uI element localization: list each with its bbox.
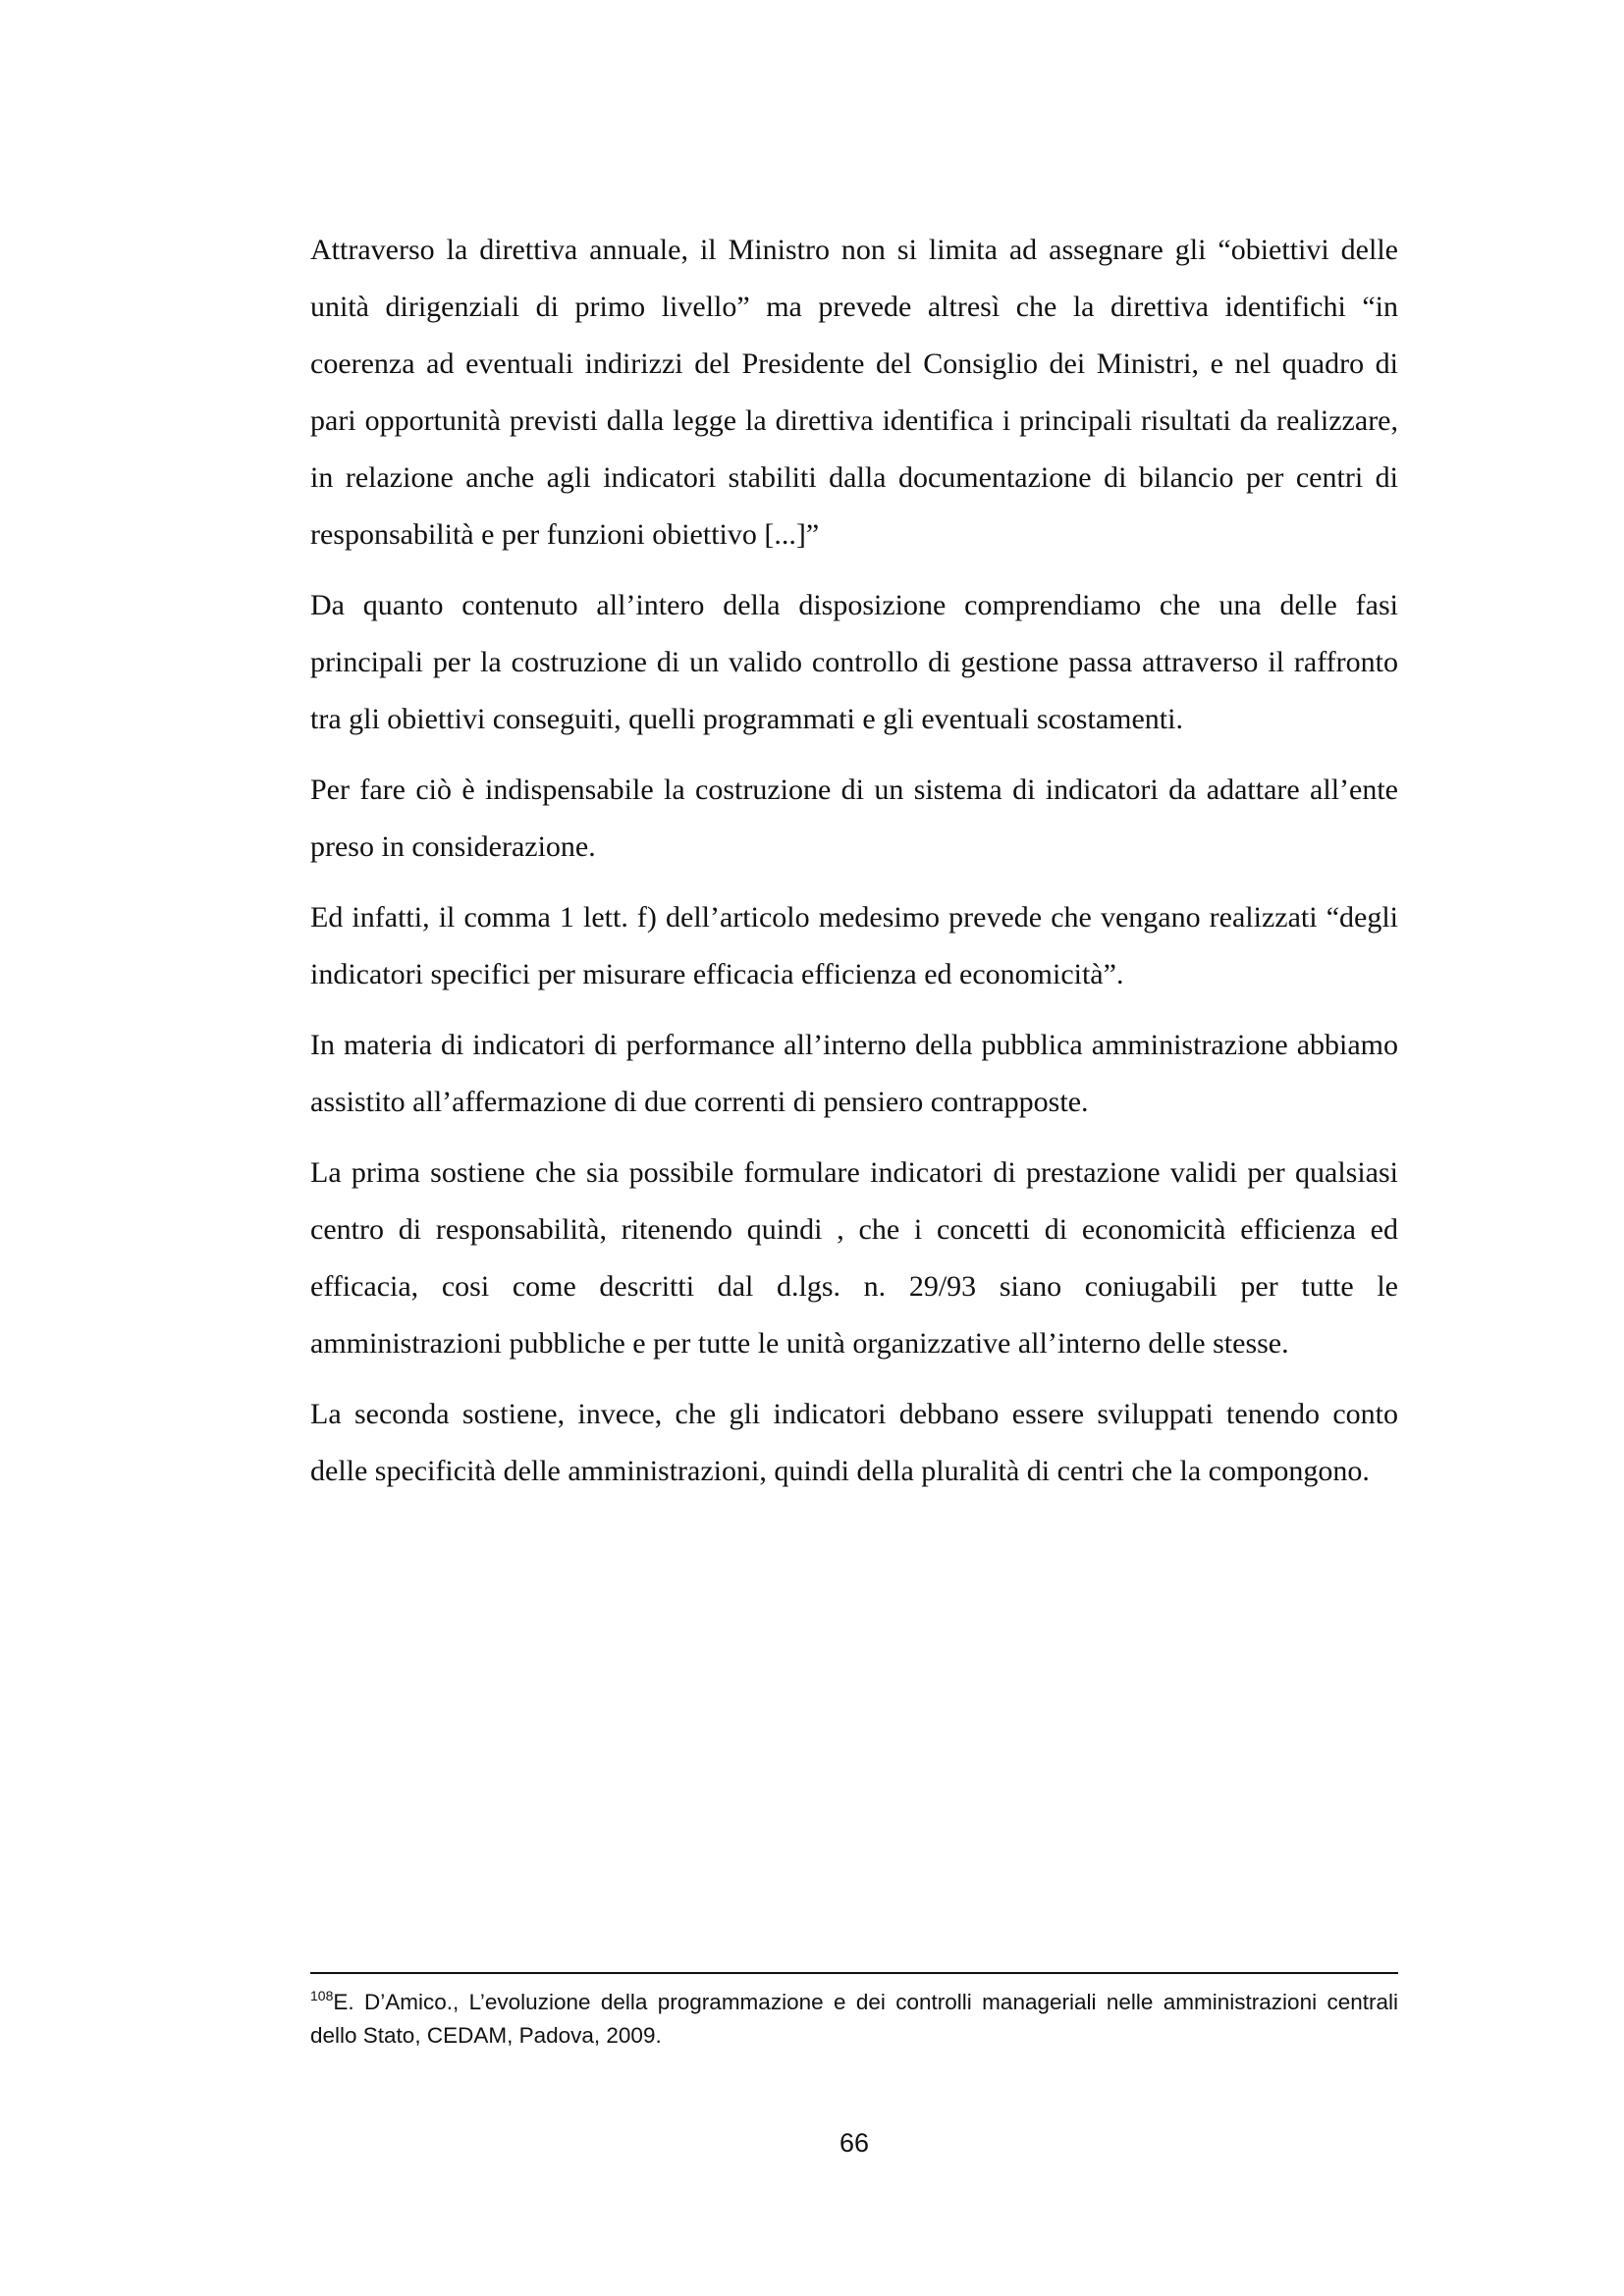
body-text: [310, 222, 1398, 1500]
footnote-marker: 108: [310, 1988, 334, 2003]
footnote-separator: [310, 1972, 1398, 1974]
paragraph-2: Da quanto contenuto all’intero della disposizione comprendiamo che una delle fasi principali per la costruzione di un valido controllo di gestione passa attraverso il raffronto tra gli obiettivi conseguiti, quelli programmati e gli eventuali scostamenti.: [310, 589, 1398, 735]
footnote: [310, 1986, 1398, 2053]
paragraph-1: Attraverso la direttiva annuale, il Ministro non si limita ad assegnare gli “obiettivi delle unità dirigenziali di primo livello” ma prevede altresì che la direttiva identifichi “in coerenza ad eventuali indirizzi del Presidente del Consiglio dei Ministri, e nel quadro di pari opportunità previsti dalla legge la direttiva identifica i principali risultati da realizzare, in relazione anche agli indicatori stabiliti dalla documentazione di bilancio per centri di responsabilità e per funzioni obiettivo [...]”: [310, 234, 1398, 551]
footnote-text: E. D’Amico., L’evoluzione della programmazione e dei controlli manageriali nelle amministrazioni centrali dello Stato, CEDAM, Padova, 2009.: [310, 1990, 1398, 2048]
paragraph-4: Ed infatti, il comma 1 lett. f) dell’articolo medesimo prevede che vengano realizzati “degli indicatori specifici per misurare efficacia efficienza ed economicità”.: [310, 901, 1398, 990]
paragraph-7: La seconda sostiene, invece, che gli indicatori debbano essere sviluppati tenendo conto delle specificità delle amministrazioni, quindi della pluralità di centri che la compongono.: [310, 1398, 1398, 1487]
paragraph-3: Per fare ciò è indispensabile la costruzione di un sistema di indicatori da adattare all’ente preso in considerazione.: [310, 774, 1398, 863]
paragraph-6: La prima sostiene che sia possibile formulare indicatori di prestazione validi per qualsiasi centro di responsabilità, ritenendo quindi , che i concetti di economicità efficienza ed efficacia, cosi come descritti dal d.lgs. n. 29/93 siano coniugabili per tutte le amministrazioni pubbliche e per tutte le unità organizzative all’interno delle stesse.: [310, 1156, 1398, 1360]
page-number: 66: [839, 2128, 870, 2158]
paragraph-5: In materia di indicatori di performance all’interno della pubblica amministrazione abbiamo assistito all’affermazione di due correnti di pensiero contrapposte.: [310, 1029, 1398, 1118]
